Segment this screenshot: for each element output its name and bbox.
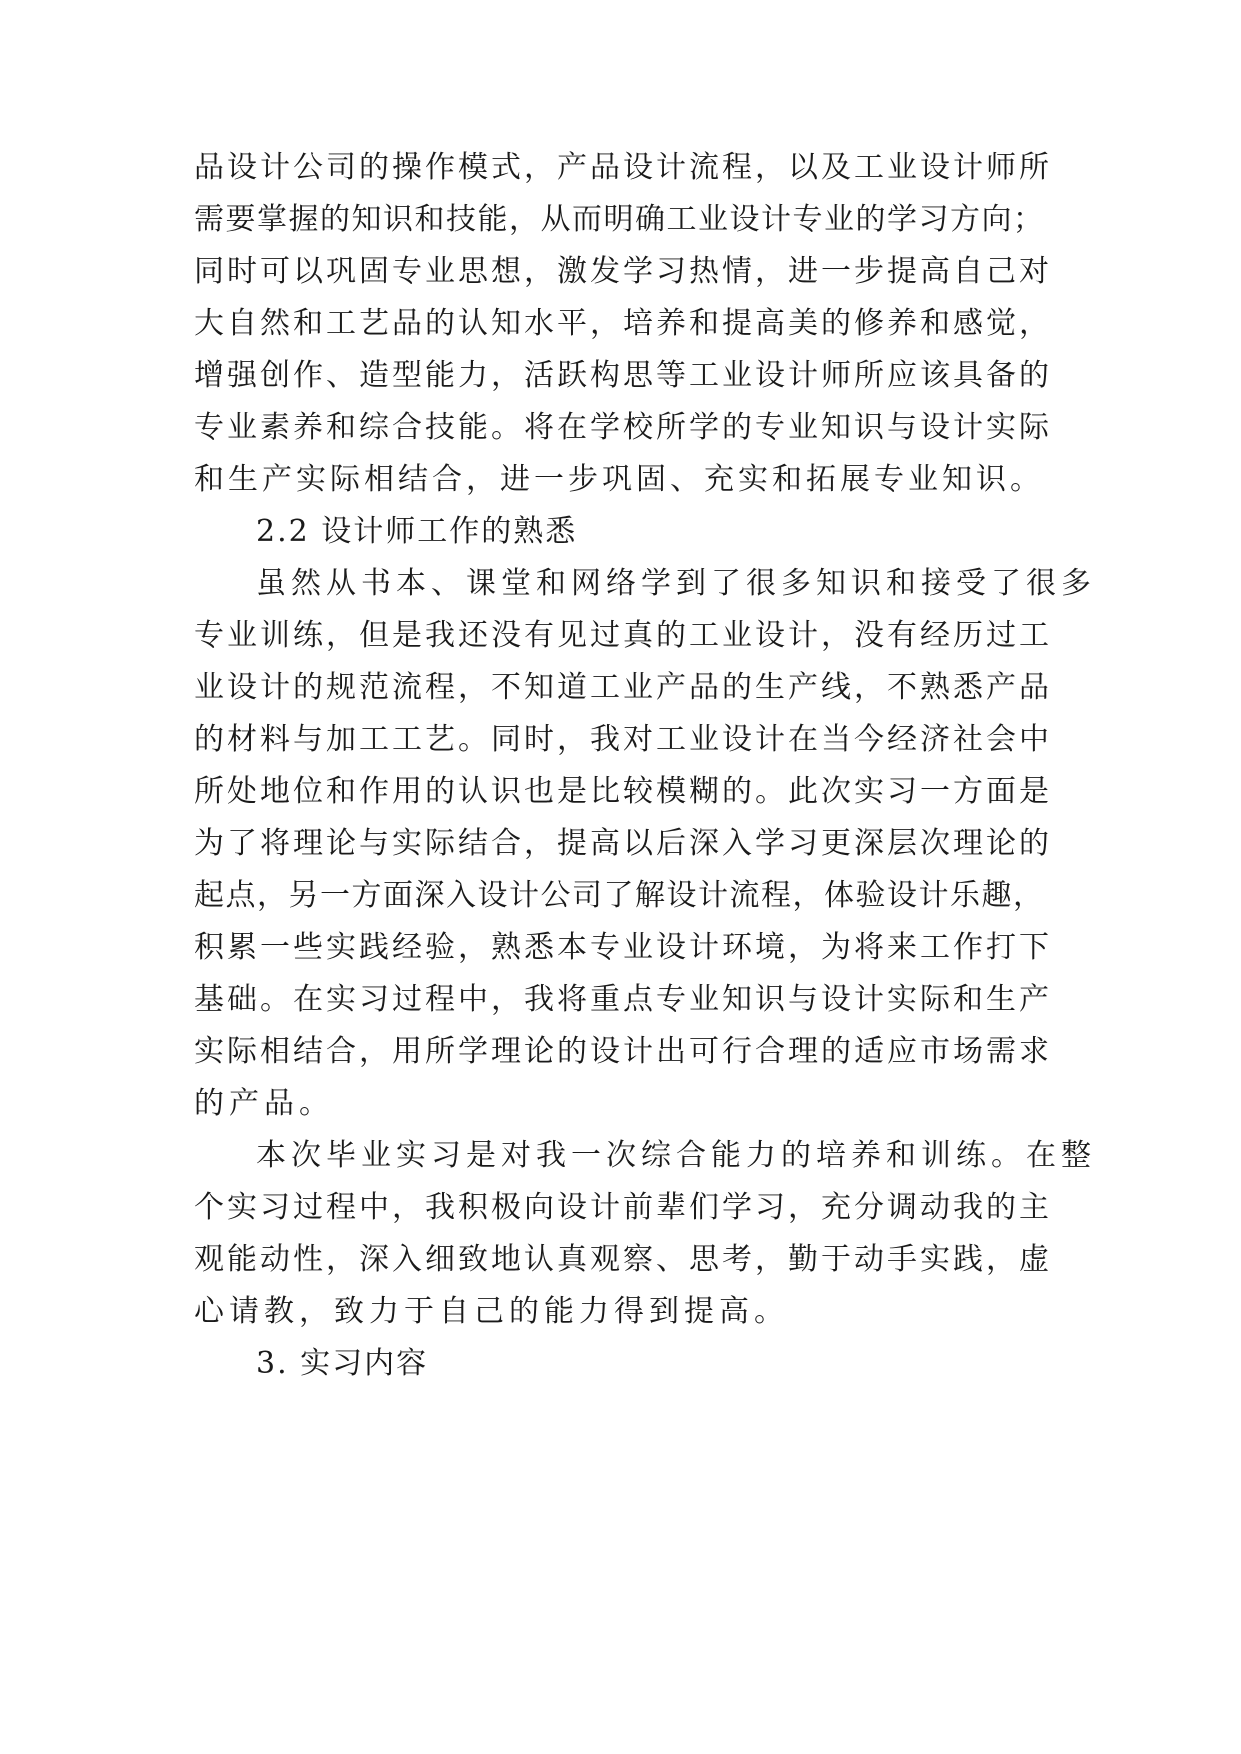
paragraph-line: 的材料与加工工艺。同时，我对工业设计在当今经济社会中	[194, 722, 1052, 757]
paragraph-line: 个实习过程中，我积极向设计前辈们学习，充分调动我的主	[194, 1190, 1052, 1225]
paragraph-line: 虽然从书本、课堂和网络学到了很多知识和接受了很多	[256, 566, 1096, 601]
paragraph-line: 品设计公司的操作模式，产品设计流程，以及工业设计师所	[194, 150, 1052, 185]
paragraph-line: 需要掌握的知识和技能，从而明确工业设计专业的学习方向；	[194, 202, 1045, 237]
paragraph-line: 增强创作、造型能力，活跃构思等工业设计师所应该具备的	[194, 358, 1052, 393]
paragraph-line: 专业训练，但是我还没有见过真的工业设计，没有经历过工	[194, 618, 1052, 653]
paragraph-line: 心请教，致力于自己的能力得到提高。	[194, 1294, 789, 1329]
paragraph-line: 实际相结合，用所学理论的设计出可行合理的适应市场需求	[194, 1034, 1052, 1069]
paragraph-line: 和生产实际相结合，进一步巩固、充实和拓展专业知识。	[194, 462, 1044, 497]
paragraph-line: 所处地位和作用的认识也是比较模糊的。此次实习一方面是	[194, 774, 1052, 809]
paragraph-line: 观能动性，深入细致地认真观察、思考，勤于动手实践，虚	[194, 1242, 1052, 1277]
paragraph-line: 同时可以巩固专业思想，激发学习热情，进一步提高自己对	[194, 254, 1052, 289]
section-heading: 3. 实习内容	[256, 1346, 429, 1381]
paragraph-line: 为了将理论与实际结合，提高以后深入学习更深层次理论的	[194, 826, 1052, 861]
paragraph-line: 基础。在实习过程中，我将重点专业知识与设计实际和生产	[194, 982, 1052, 1017]
paragraph-line: 本次毕业实习是对我一次综合能力的培养和训练。在整	[256, 1138, 1096, 1173]
paragraph-line: 专业素养和综合技能。将在学校所学的专业知识与设计实际	[194, 410, 1052, 445]
paragraph-line: 积累一些实践经验，熟悉本专业设计环境，为将来工作打下	[194, 930, 1052, 965]
paragraph-line: 起点，另一方面深入设计公司了解设计流程，体验设计乐趣，	[194, 878, 1045, 913]
paragraph-line: 业设计的规范流程，不知道工业产品的生产线，不熟悉产品	[194, 670, 1052, 705]
section-heading: 2.2 设计师工作的熟悉	[256, 514, 578, 549]
paragraph-line: 的产品。	[194, 1086, 334, 1121]
paragraph-line: 大自然和工艺品的认知水平，培养和提高美的修养和感觉，	[194, 306, 1052, 341]
